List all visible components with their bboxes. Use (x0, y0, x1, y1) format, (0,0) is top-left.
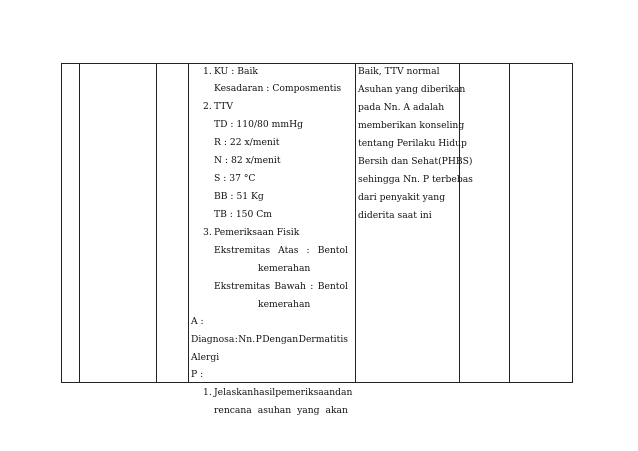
word: Ekstremitas (214, 245, 271, 256)
diagnosa-line (191, 334, 348, 346)
word: Dermatitis (298, 334, 348, 345)
evaluation-line: Asuhan yang diberikan (358, 84, 466, 95)
ekstremitas-bawah-finding: kemerahan (258, 299, 311, 310)
word: : (310, 281, 314, 292)
word: rencana (214, 405, 252, 416)
evaluation-line: dari penyakit yang (358, 192, 446, 203)
ekstremitas-atas-line (214, 245, 348, 257)
list-number: 3. (203, 227, 212, 238)
word: dan (335, 387, 353, 398)
word: Atas (278, 245, 299, 256)
word: Bentol (317, 281, 348, 292)
word: Bawah (274, 281, 306, 292)
evaluation-line: pada Nn. A adalah (358, 102, 445, 113)
s-value: S : 37 °C (214, 173, 256, 184)
column-divider (509, 64, 510, 382)
kesadaran-text: Kesadaran : Composmentis (214, 83, 342, 94)
evaluation-line: Bersih dan Sehat(PHBS) (358, 156, 473, 167)
bb-value: BB : 51 Kg (214, 191, 264, 202)
evaluation-line: diderita saat ini (358, 210, 432, 221)
word: pemeriksaan (275, 387, 336, 398)
ekstremitas-atas-finding: kemerahan (258, 263, 311, 274)
evaluation-line: Baik, TTV normal (358, 66, 440, 77)
word: Diagnosa (191, 334, 235, 345)
plan-item-line (214, 387, 353, 399)
ku-text: KU : Baik (214, 66, 258, 77)
pemeriksaan-heading: Pemeriksaan Fisik (214, 227, 300, 238)
word: Nn. (238, 334, 256, 345)
column-divider (188, 64, 189, 382)
column-divider (355, 64, 356, 382)
word: : (306, 245, 310, 256)
word: asuhan (257, 405, 292, 416)
word: P (255, 334, 262, 345)
assessment-label: A : (191, 316, 204, 327)
word: Bentol (317, 245, 348, 256)
plan-label: P : (191, 369, 204, 380)
evaluation-line: memberikan konseling (358, 120, 465, 131)
word: : (234, 334, 238, 345)
r-value: R : 22 x/menit (214, 137, 280, 148)
word: akan (325, 405, 348, 416)
list-number: 1. (203, 387, 212, 398)
word: Dengan (262, 334, 299, 345)
column-divider (459, 64, 460, 382)
ekstremitas-bawah-line (214, 281, 348, 293)
list-number: 1. (203, 66, 212, 77)
td-value: TD : 110/80 mmHg (214, 119, 303, 130)
evaluation-line: sehingga Nn. P terbebas (358, 174, 473, 185)
diagnosa-continuation: Alergi (191, 352, 220, 363)
tb-value: TB : 150 Cm (214, 209, 273, 220)
plan-item-continuation (214, 405, 348, 417)
word: hasil (253, 387, 276, 398)
column-divider (79, 64, 80, 382)
word: yang (297, 405, 320, 416)
word: Jelaskan (214, 387, 254, 398)
ttv-heading: TTV (214, 101, 234, 112)
word: Ekstremitas (214, 281, 271, 292)
list-number: 2. (203, 101, 212, 112)
evaluation-line: tentang Perilaku Hidup (358, 138, 467, 149)
n-value: N : 82 x/menit (214, 155, 281, 166)
column-divider (156, 64, 157, 382)
